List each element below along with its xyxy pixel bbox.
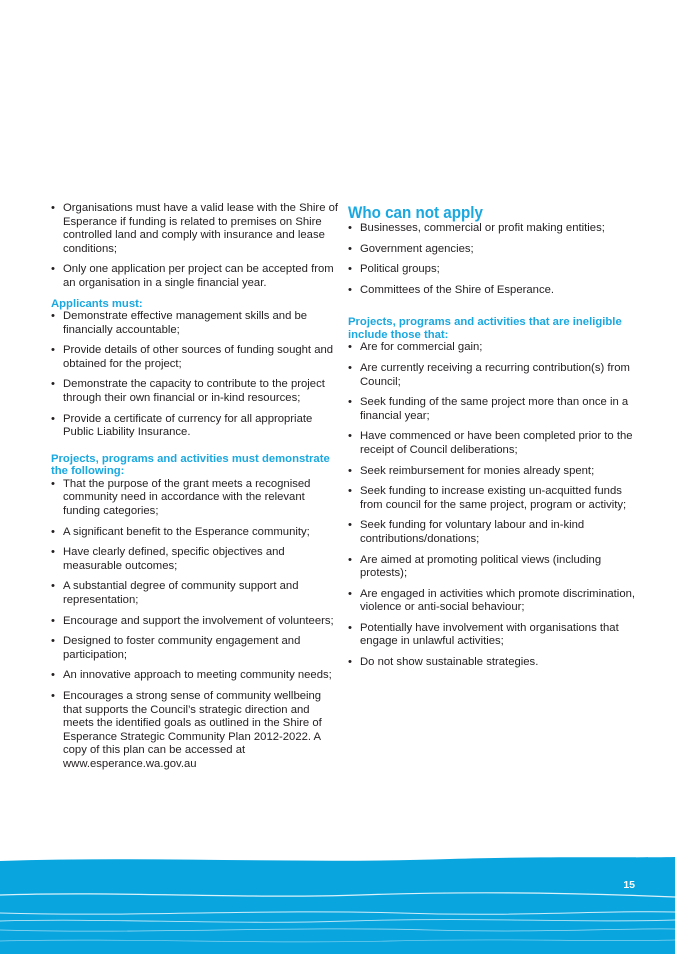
list-item: • Encourage and support the involvement of volunteers; xyxy=(51,615,341,629)
list-item: • Seek reimbursement for monies already spent; xyxy=(348,465,640,479)
list-item: • Political groups; xyxy=(348,263,640,277)
section-title: Who can not apply xyxy=(348,204,483,222)
list-item: • Potentially have involvement with organisations that engage in unlawful activities; xyxy=(348,622,640,649)
list-item: • Encourages a strong sense of community wellbeing that supports the Council’s strategic direction and meets the identified goals as outlined in the Shire of Esperance Strategic Community Plan 2012-2022. A copy of this plan can be accessed at www.esperance.wa.gov.au xyxy=(51,690,341,772)
footer-wave-band xyxy=(0,855,675,954)
list-item: • Are engaged in activities which promote discrimination, violence or anti-social behaviour; xyxy=(348,588,640,615)
left-column xyxy=(51,202,341,779)
list-item: • Do not show sustainable strategies. xyxy=(348,656,640,670)
applicants-list xyxy=(51,310,341,440)
list-item: • Designed to foster community engagement and participation; xyxy=(51,635,341,662)
footer-background xyxy=(0,857,675,954)
applicants-heading: Applicants must: xyxy=(51,297,143,310)
list-item: • Are currently receiving a recurring contribution(s) from Council; xyxy=(348,362,640,389)
list-item: • Government agencies; xyxy=(348,243,640,257)
demonstrate-heading: Projects, programs and activities must demonstrate the following: xyxy=(51,452,330,478)
list-item: • Businesses, commercial or profit making entities; xyxy=(348,222,640,236)
list-item: • Have commenced or have been completed prior to the receipt of Council deliberations; xyxy=(348,430,640,457)
intro-list xyxy=(51,202,341,291)
list-item: • Are for commercial gain; xyxy=(348,341,640,355)
list-item: • Demonstrate the capacity to contribute to the project through their own financial or in-kind resources; xyxy=(51,378,341,405)
demonstrate-list xyxy=(51,478,341,772)
list-item: • Seek funding of the same project more than once in a financial year; xyxy=(348,396,640,423)
list-item: • Demonstrate effective management skills and be financially accountable; xyxy=(51,310,341,337)
page-number: 15 xyxy=(623,879,635,891)
ineligible-list xyxy=(348,341,640,669)
list-item: • A significant benefit to the Esperance community; xyxy=(51,526,341,540)
right-column xyxy=(348,202,640,677)
ineligible-heading: Projects, programs and activities that are ineligible include those that: xyxy=(348,316,622,341)
list-item: • A substantial degree of community support and representation; xyxy=(51,580,341,607)
list-item: • Have clearly defined, specific objectives and measurable outcomes; xyxy=(51,546,341,573)
list-item: • An innovative approach to meeting community needs; xyxy=(51,669,341,683)
list-item: • Provide details of other sources of funding sought and obtained for the project; xyxy=(51,344,341,371)
list-item: • Committees of the Shire of Esperance. xyxy=(348,284,640,298)
list-item: • Provide a certificate of currency for all appropriate Public Liability Insurance. xyxy=(51,413,341,440)
list-item: • Organisations must have a valid lease with the Shire of Esperance if funding is related to premises on Shire controlled land and comply with insurance and lease conditions; xyxy=(51,202,341,256)
list-item: • Only one application per project can be accepted from an organisation in a single financial year. xyxy=(51,263,341,290)
list-item: • Seek funding for voluntary labour and in-kind contributions/donations; xyxy=(348,519,640,546)
list-item: • That the purpose of the grant meets a recognised community need in accordance with the relevant funding categories; xyxy=(51,478,341,519)
list-item: • Seek funding to increase existing un-acquitted funds from council for the same project, program or activity; xyxy=(348,485,640,512)
cannot-apply-list xyxy=(348,222,640,297)
list-item: • Are aimed at promoting political views (including protests); xyxy=(348,554,640,581)
